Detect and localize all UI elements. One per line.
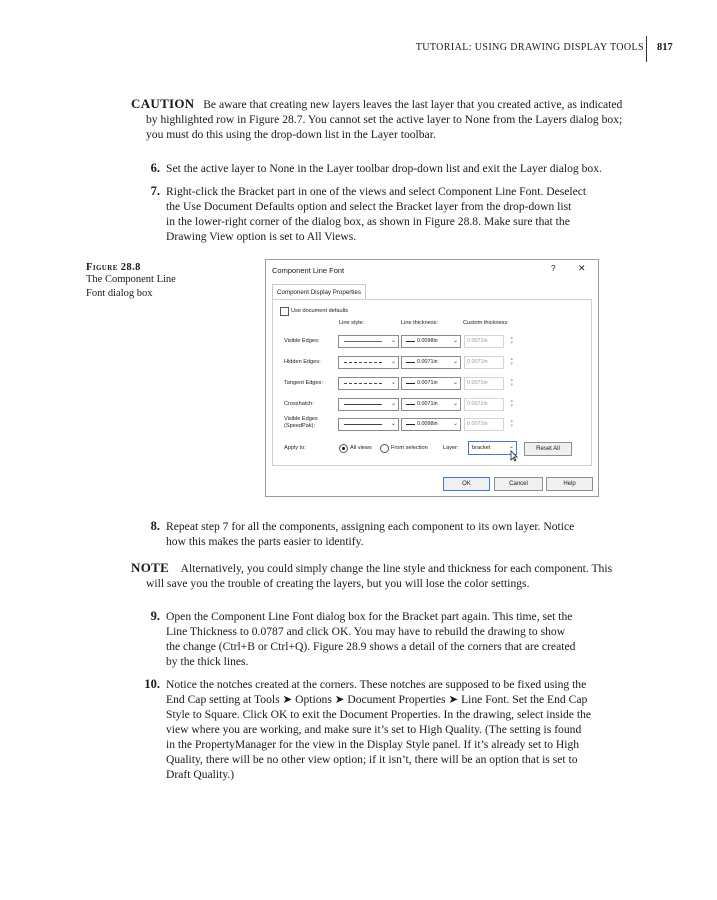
thickness-swatch — [406, 404, 415, 405]
line-thickness-select[interactable] — [401, 418, 461, 431]
layer-value: bracket — [472, 445, 491, 451]
line-style-solid — [344, 341, 382, 342]
step-line: End Cap setting at Tools ➤ Options ➤ Document Properties ➤ Line Font. Set the End Cap — [166, 693, 588, 706]
spin-arrows-icon[interactable]: ▴ ▾ — [510, 398, 513, 409]
chevron-down-icon: ⌄ — [390, 338, 396, 344]
step-line: by the thick lines. — [166, 655, 249, 668]
spin-arrows-icon[interactable]: ▴ ▾ — [510, 377, 513, 388]
apply-to-label: Apply to: — [284, 445, 306, 451]
figure-label: Figure 28.8 — [86, 262, 141, 273]
step-8 — [140, 519, 655, 549]
thickness-swatch — [406, 362, 415, 363]
line-style-dashed — [344, 362, 382, 363]
chevron-down-icon: ⌄ — [452, 401, 458, 407]
all-views-label: All views — [350, 445, 372, 451]
close-icon[interactable]: ✕ — [578, 263, 586, 273]
line-style-solid — [344, 404, 382, 405]
thickness-value: 0.0071in — [417, 380, 438, 386]
spin-arrows-icon[interactable]: ▴ ▾ — [510, 356, 513, 367]
dialog-title: Component Line Font — [272, 266, 345, 275]
note-line-2: will save you the trouble of creating the layers, but you will lose the color settings. — [146, 577, 530, 590]
running-title: TUTORIAL: USING DRAWING DISPLAY TOOLS — [415, 42, 644, 53]
thickness-swatch — [406, 341, 415, 342]
step-line: the change (Ctrl+B or Ctrl+Q). Figure 28.9 shows a detail of the corners that are created — [166, 640, 576, 653]
line-style-select[interactable] — [338, 356, 399, 369]
all-views-radio[interactable] — [339, 444, 348, 453]
thickness-value: 0.0071in — [417, 359, 438, 365]
step-line: view where you are working, and make sure it’s set to High Quality. (The setting is found — [166, 723, 582, 736]
note-block — [131, 560, 671, 591]
step-number: 6. — [150, 161, 160, 175]
step-line: Set the active layer to None in the Layer toolbar drop-down list and exit the Layer dialog box. — [166, 162, 602, 175]
thickness-value: 0.0071in — [417, 401, 438, 407]
note-line-1: Alternatively, you could simply change the line style and thickness for each component. This — [180, 562, 613, 575]
chevron-down-icon: ⌄ — [452, 338, 458, 344]
step-line: how this makes the parts easier to identify. — [166, 535, 364, 548]
line-style-dashdot — [344, 383, 382, 384]
chevron-down-icon: ⌄ — [390, 401, 396, 407]
line-style-select[interactable] — [338, 335, 399, 348]
figure-desc-line: Font dialog box — [86, 288, 153, 299]
custom-thickness-value: 0.0071in — [467, 338, 488, 344]
step-number: 10. — [144, 677, 160, 691]
line-style-select[interactable] — [338, 377, 399, 390]
step-number: 9. — [150, 609, 160, 623]
cancel-button[interactable]: Cancel — [494, 477, 543, 491]
tab-component-display-properties[interactable]: Component Display Properties — [272, 284, 366, 300]
line-thickness-select[interactable] — [401, 398, 461, 411]
step-line: the Use Document Defaults option and select the Bracket layer from the drop-down list — [166, 200, 572, 213]
chevron-down-icon: ⌄ — [390, 421, 396, 427]
chevron-down-icon: ⌄ — [452, 380, 458, 386]
page-number: 817 — [657, 42, 673, 53]
help-icon[interactable]: ? — [551, 264, 556, 273]
col-header-style: Line style: — [339, 320, 365, 326]
note-label: NOTE — [131, 560, 170, 575]
custom-thickness-input[interactable] — [464, 335, 513, 348]
figure-description — [86, 273, 216, 301]
row-label-tangent-edges: Tangent Edges: — [284, 380, 323, 386]
thickness-swatch — [406, 424, 415, 425]
custom-thickness-value: 0.0071in — [467, 401, 488, 407]
step-7 — [140, 184, 655, 244]
line-thickness-select[interactable] — [401, 356, 461, 369]
line-style-solid — [344, 424, 382, 425]
step-line: Right-click the Bracket part in one of the views and select Component Line Font. Deselect — [166, 185, 587, 198]
step-line: Style to Square. Click OK to exit the Document Properties. In the drawing, select inside the — [166, 708, 592, 721]
custom-thickness-value: 0.0071in — [467, 359, 488, 365]
line-thickness-select[interactable] — [401, 377, 461, 390]
step-line: in the PropertyManager for the view in the Display Style panel. If it’s already set to High — [166, 738, 580, 751]
layer-label: Layer: — [443, 445, 459, 451]
custom-thickness-value: 0.0071in — [467, 380, 488, 386]
col-header-thickness: Line thickness: — [401, 320, 439, 326]
chevron-down-icon: ⌄ — [390, 380, 396, 386]
step-line: Draft Quality.) — [166, 768, 235, 781]
reset-all-button[interactable]: Reset All — [524, 442, 572, 456]
step-number: 8. — [150, 519, 160, 533]
step-number: 7. — [150, 184, 160, 198]
custom-thickness-input[interactable] — [464, 398, 513, 411]
line-style-select[interactable] — [338, 398, 399, 411]
spin-arrows-icon[interactable]: ▴ ▾ — [510, 335, 513, 346]
figure-desc-line: The Component Line — [86, 274, 176, 285]
custom-thickness-input[interactable] — [464, 356, 513, 369]
custom-thickness-input[interactable] — [464, 377, 513, 390]
thickness-swatch — [406, 383, 415, 384]
step-line: Notice the notches created at the corners. These notches are supposed to be fixed using the — [166, 678, 587, 691]
step-line: Open the Component Line Font dialog box for the Bracket part again. This time, set the — [166, 610, 573, 623]
mouse-cursor-icon — [510, 450, 518, 462]
caution-label: CAUTION — [131, 96, 195, 111]
component-line-font-dialog — [265, 259, 599, 497]
line-thickness-select[interactable] — [401, 335, 461, 348]
row-label-line: Visible Edges — [284, 416, 318, 422]
from-selection-radio[interactable] — [380, 444, 389, 453]
from-selection-label: From selection — [391, 445, 428, 451]
step-line: Repeat step 7 for all the components, assigning each component to its own layer. Notice — [166, 520, 575, 533]
use-defaults-checkbox[interactable] — [280, 307, 289, 316]
step-line: Quality, there will be no other view option; if it isn’t, there will be an option that is set to — [166, 753, 578, 766]
caution-line-1: Be aware that creating new layers leaves the last layer that you created active, as indicated — [203, 98, 623, 111]
row-label-visible-edges: Visible Edges: — [284, 338, 320, 344]
step-10 — [140, 677, 655, 782]
row-label-speedpak — [284, 416, 318, 430]
step-line: Line Thickness to 0.0787 and click OK. You may have to rebuild the drawing to show — [166, 625, 566, 638]
caution-line-2: by highlighted row in Figure 28.7. You cannot set the active layer to None from the Layers dialog box; — [146, 113, 623, 126]
caution-block — [131, 96, 671, 142]
step-line: in the lower-right corner of the dialog box, as shown in Figure 28.8. Make sure that the — [166, 215, 570, 228]
thickness-value: 0.0098in — [417, 421, 438, 427]
custom-thickness-input[interactable] — [464, 418, 513, 431]
line-style-select[interactable] — [338, 418, 399, 431]
thickness-value: 0.0098in — [417, 338, 438, 344]
ok-button[interactable]: OK — [443, 477, 490, 491]
row-label-crosshatch: Crosshatch: — [284, 401, 314, 407]
caution-line-3: you must do this using the drop-down list in the Layer toolbar. — [146, 128, 436, 141]
help-button[interactable]: Help — [546, 477, 593, 491]
row-label-hidden-edges: Hidden Edges: — [284, 359, 321, 365]
row-label-line: (SpeedPak): — [284, 423, 316, 429]
step-line: Drawing View option is set to All Views. — [166, 230, 357, 243]
chevron-down-icon: ⌄ — [452, 359, 458, 365]
chevron-down-icon: ⌄ — [390, 359, 396, 365]
spin-arrows-icon[interactable]: ▴ ▾ — [510, 418, 513, 429]
chevron-down-icon: ⌄ — [508, 444, 514, 450]
step-9 — [140, 609, 655, 669]
use-defaults-label: Use document defaults — [291, 308, 349, 314]
chevron-down-icon: ⌄ — [452, 421, 458, 427]
col-header-custom: Custom thickness: — [463, 320, 509, 326]
header-divider — [646, 36, 647, 62]
custom-thickness-value: 0.0071in — [467, 421, 488, 427]
step-6 — [140, 161, 655, 176]
